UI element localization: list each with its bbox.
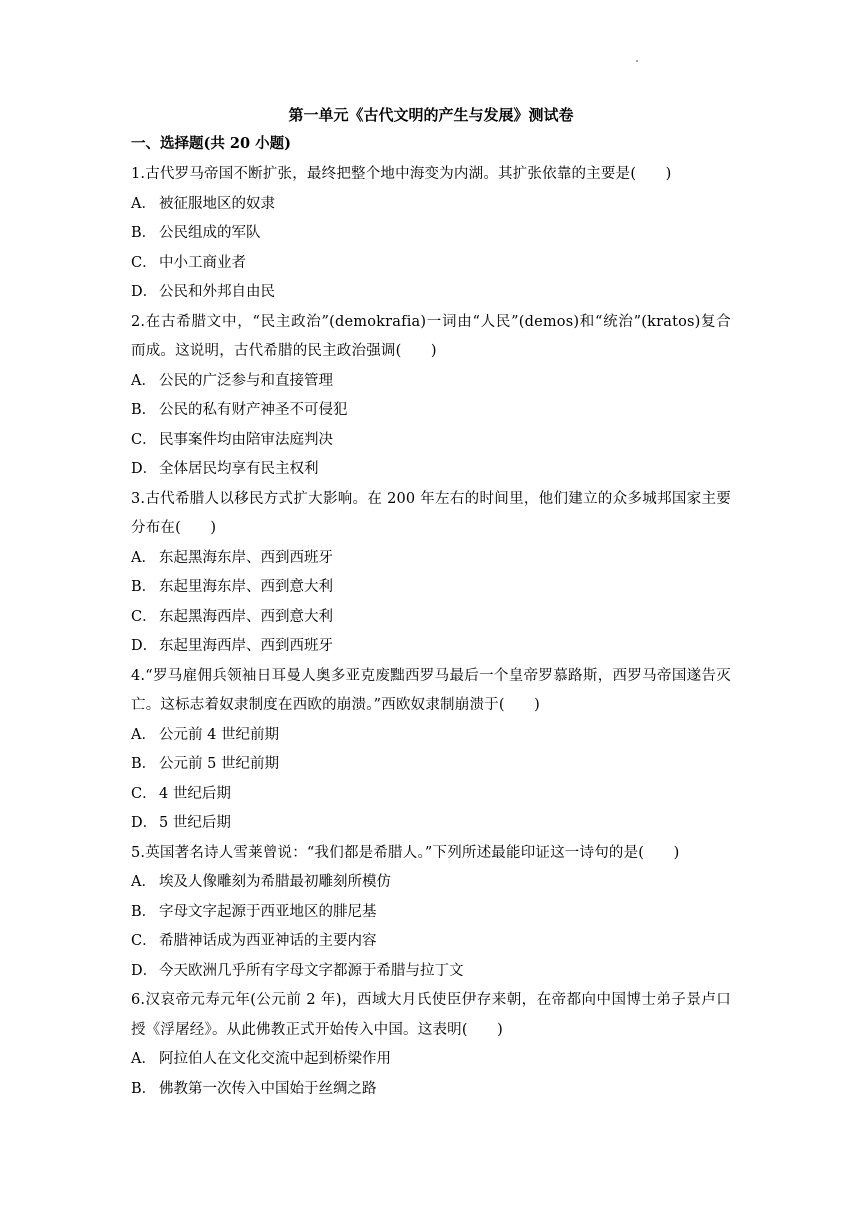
question-text: 2.在古希腊文中，“民主政治”(demokrafia)一词由“人民”(demos)和“统治”(kratos)复合而成。这说明，古代希腊的民主政治强调( ) <box>131 313 731 359</box>
question-text: 1.古代罗马帝国不断扩张，最终把整个地中海变为内湖。其扩张依靠的主要是( ) <box>131 166 672 182</box>
option-text: 全体居民均享有民主权利 <box>159 461 319 477</box>
option-letter: A． <box>131 372 156 389</box>
option-text: 东起黑海西岸、西到意大利 <box>159 608 333 625</box>
option-text: 东起里海西岸、西到西班牙 <box>159 638 333 654</box>
option-letter: B． <box>131 225 157 241</box>
option-letter: D． <box>131 638 158 654</box>
option-c <box>131 927 731 957</box>
question-text: 5.英国著名诗人雪莱曾说：“我们都是希腊人。”下列所述最能印证这一诗句的是( ) <box>131 844 680 861</box>
option-c <box>131 780 731 810</box>
option-c <box>131 426 731 456</box>
option-letter: B． <box>131 402 157 418</box>
option-text: 公元前 4 世纪前期 <box>159 726 279 743</box>
option-letter: A． <box>131 726 156 743</box>
option-b <box>131 396 731 426</box>
option-text: 5 世纪后期 <box>159 815 231 831</box>
option-text: 中小工商业者 <box>159 254 246 271</box>
page-title: 第一单元《古代文明的产生与发展》测试卷 <box>288 106 574 124</box>
option-a <box>131 721 731 751</box>
option-letter: D． <box>131 461 158 477</box>
section-heading: 一、选择题(共 20 小题) <box>131 135 291 152</box>
question-4 <box>131 662 731 839</box>
option-b <box>131 750 731 780</box>
option-letter: A． <box>131 549 156 566</box>
question-3 <box>131 485 731 662</box>
test-paper-content <box>131 103 731 1104</box>
page-mark <box>636 60 638 62</box>
option-letter: D． <box>131 815 158 831</box>
option-d <box>131 278 731 308</box>
option-text: 佛教第一次传入中国始于丝绸之路 <box>159 1080 377 1097</box>
option-a <box>131 1045 731 1075</box>
option-d <box>131 632 731 662</box>
option-letter: A． <box>131 874 156 890</box>
option-letter: C． <box>131 431 157 448</box>
option-b <box>131 1075 731 1105</box>
option-text: 埃及人像雕刻为希腊最初雕刻所模仿 <box>159 874 391 890</box>
option-a <box>131 544 731 574</box>
option-b <box>131 898 731 928</box>
option-a <box>131 367 731 397</box>
option-text: 4 世纪后期 <box>159 785 231 802</box>
option-text: 民事案件均由陪审法庭判决 <box>159 431 333 448</box>
option-d <box>131 957 731 987</box>
option-letter: D． <box>131 962 158 979</box>
option-text: 今天欧洲几乎所有字母文字都源于希腊与拉丁文 <box>159 962 464 979</box>
question-text: 3.古代希腊人以移民方式扩大影响。在 200 年左右的时间里，他们建立的众多城邦国家主要分布在( ) <box>131 490 731 536</box>
option-letter: B． <box>131 579 157 595</box>
option-b <box>131 219 731 249</box>
option-text: 字母文字起源于西亚地区的腓尼基 <box>159 903 377 920</box>
option-text: 公民的广泛参与和直接管理 <box>159 372 333 389</box>
option-letter: C． <box>131 785 157 802</box>
option-a <box>131 190 731 220</box>
question-1 <box>131 160 731 308</box>
option-a <box>131 868 731 898</box>
option-b <box>131 573 731 603</box>
option-letter: C． <box>131 933 157 949</box>
question-6 <box>131 986 731 1104</box>
option-text: 希腊神话成为西亚神话的主要内容 <box>159 933 377 949</box>
option-d <box>131 809 731 839</box>
option-letter: B． <box>131 756 157 772</box>
option-letter: B． <box>131 1080 157 1097</box>
option-c <box>131 249 731 279</box>
question-text: 6.汉哀帝元寿元年(公元前 2 年)，西域大月氏使臣伊存来朝，在帝都向中国博士弟子景卢口授《浮屠经》。从此佛教正式开始传入中国。这表明( ) <box>131 992 731 1038</box>
option-text: 公元前 5 世纪前期 <box>159 756 279 772</box>
option-letter: D． <box>131 284 158 300</box>
option-text: 阿拉伯人在文化交流中起到桥梁作用 <box>159 1051 391 1067</box>
question-2 <box>131 308 731 485</box>
question-text: 4.“罗马雇佣兵领袖日耳曼人奥多亚克废黜西罗马最后一个皇帝罗慕路斯，西罗马帝国遂告灭亡。这标志着奴隶制度在西欧的崩溃。”西欧奴隶制崩溃于( ) <box>131 667 731 713</box>
option-text: 公民和外邦自由民 <box>159 284 275 300</box>
option-text: 被征服地区的奴隶 <box>159 195 275 212</box>
option-text: 东起里海东岸、西到意大利 <box>159 579 333 595</box>
option-d <box>131 455 731 485</box>
option-letter: C． <box>131 254 157 271</box>
option-letter: B． <box>131 903 157 920</box>
option-text: 公民的私有财产神圣不可侵犯 <box>159 402 348 418</box>
option-text: 东起黑海东岸、西到西班牙 <box>159 549 333 566</box>
option-text: 公民组成的军队 <box>159 225 261 241</box>
option-letter: C． <box>131 608 157 625</box>
question-5 <box>131 839 731 987</box>
option-letter: A． <box>131 195 156 212</box>
option-c <box>131 603 731 633</box>
option-letter: A． <box>131 1051 156 1067</box>
